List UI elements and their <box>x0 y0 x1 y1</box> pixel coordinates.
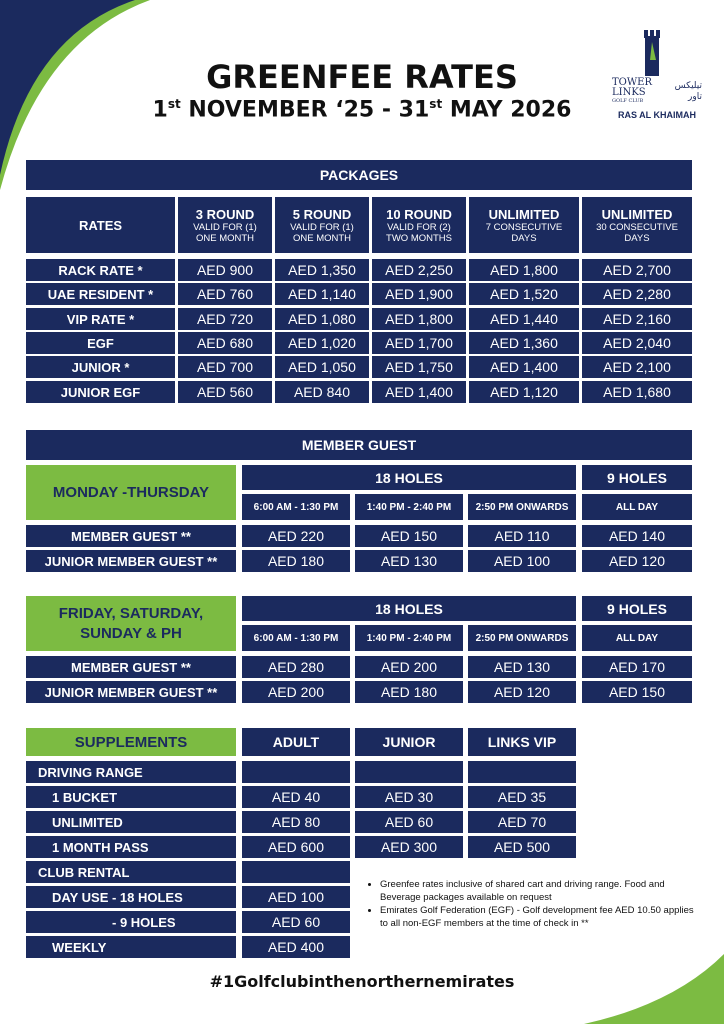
package-rate-value: AED 560 <box>178 381 272 403</box>
supplement-value: AED 35 <box>468 786 576 808</box>
supplement-value: AED 500 <box>468 836 576 858</box>
package-rate-value: AED 1,400 <box>469 356 579 378</box>
packages-header: PACKAGES <box>26 160 692 190</box>
logo-location: RAS AL KHAIMAH <box>618 110 696 120</box>
package-rate-value: AED 700 <box>178 356 272 378</box>
club-rental-value: AED 60 <box>242 911 350 933</box>
time-slot-header: ALL DAY <box>582 625 692 651</box>
time-slot-header: 2:50 PM ONWARDS <box>468 625 576 651</box>
package-sub2: DAYS <box>624 232 650 244</box>
package-rate-value: AED 1,750 <box>372 356 466 378</box>
package-rate-value: AED 2,160 <box>582 308 692 330</box>
package-rate-value: AED 680 <box>178 332 272 354</box>
holes-18-header: 18 HOLES <box>242 465 576 490</box>
package-title: 3 ROUND <box>195 206 255 222</box>
holes-9-header: 9 HOLES <box>582 465 692 490</box>
driving-range-empty-cell <box>468 761 576 783</box>
member-guest-rate-value: AED 110 <box>468 525 576 547</box>
holes-18-header: 18 HOLES <box>242 596 576 621</box>
tower-logo-icon <box>640 30 664 76</box>
package-sub2: TWO MONTHS <box>386 232 452 244</box>
member-guest-header: MEMBER GUEST <box>26 430 692 460</box>
driving-range-label: DRIVING RANGE <box>26 761 236 783</box>
day-label-line2: SUNDAY & PH <box>80 624 182 642</box>
package-row-label: JUNIOR * <box>26 356 175 378</box>
club-rental-value: AED 400 <box>242 936 350 958</box>
package-rate-value: AED 1,800 <box>372 308 466 330</box>
package-rate-value: AED 760 <box>178 283 272 305</box>
logo-text-1: TOWER <box>612 77 652 88</box>
package-rate-value: AED 2,280 <box>582 283 692 305</box>
holes-9-header: 9 HOLES <box>582 596 692 621</box>
member-guest-row-label: MEMBER GUEST ** <box>26 656 236 678</box>
package-rate-value: AED 1,140 <box>275 283 369 305</box>
package-rate-value: AED 840 <box>275 381 369 403</box>
member-guest-row-label: JUNIOR MEMBER GUEST ** <box>26 681 236 703</box>
note-item: • Greenfee rates inclusive of shared cart and driving range. Food and Beverage packages available on request <box>380 878 698 904</box>
footer-hashtag: #1Golfclubinthenorthernemirates <box>209 972 515 991</box>
member-guest-rate-value: AED 200 <box>355 656 463 678</box>
package-rate-value: AED 1,120 <box>469 381 579 403</box>
supplement-value: AED 60 <box>355 811 463 833</box>
supplement-value: AED 30 <box>355 786 463 808</box>
package-rate-value: AED 2,040 <box>582 332 692 354</box>
member-guest-rate-value: AED 120 <box>582 550 692 572</box>
page-title: GREENFEE RATES <box>206 58 518 96</box>
package-rate-value: AED 1,020 <box>275 332 369 354</box>
member-guest-rate-value: AED 200 <box>242 681 350 703</box>
package-rate-value: AED 1,050 <box>275 356 369 378</box>
time-slot-header: 2:50 PM ONWARDS <box>468 494 576 520</box>
supplement-column-header: LINKS VIP <box>468 728 576 756</box>
package-sub1: VALID FOR (1) <box>290 221 354 233</box>
logo <box>612 30 702 125</box>
supplement-value: AED 300 <box>355 836 463 858</box>
package-rate-value: AED 2,700 <box>582 259 692 281</box>
package-rate-value: AED 900 <box>178 259 272 281</box>
package-rate-value: AED 1,800 <box>469 259 579 281</box>
member-guest-rate-value: AED 130 <box>468 656 576 678</box>
package-rate-value: AED 1,080 <box>275 308 369 330</box>
package-column-header <box>469 197 579 253</box>
day-label-line1: MONDAY -THURSDAY <box>52 483 210 501</box>
package-rate-value: AED 1,900 <box>372 283 466 305</box>
club-rental-row-label: WEEKLY <box>26 936 236 958</box>
supplement-row-label: 1 MONTH PASS <box>26 836 236 858</box>
logo-text-2: LINKS <box>612 87 646 98</box>
date-range: 1st NOVEMBER ‘25 - 31st MAY 2026 <box>152 97 572 123</box>
club-rental-label: CLUB RENTAL <box>26 861 236 883</box>
package-sub2: DAYS <box>511 232 537 244</box>
member-guest-rate-value: AED 170 <box>582 656 692 678</box>
package-sub1: VALID FOR (2) <box>387 221 451 233</box>
member-guest-rate-value: AED 220 <box>242 525 350 547</box>
club-rental-value: AED 100 <box>242 886 350 908</box>
member-guest-rate-value: AED 130 <box>355 550 463 572</box>
driving-range-empty-cell <box>242 761 350 783</box>
member-guest-rate-value: AED 150 <box>355 525 463 547</box>
package-title: 10 ROUND <box>386 206 452 222</box>
supplement-column-header: JUNIOR <box>355 728 463 756</box>
supplements-title: SUPPLEMENTS <box>26 728 236 756</box>
club-rental-empty-cell <box>242 861 350 883</box>
supplement-value: AED 80 <box>242 811 350 833</box>
package-row-label: EGF <box>26 332 175 354</box>
package-rate-value: AED 1,700 <box>372 332 466 354</box>
package-column-header <box>275 197 369 253</box>
package-rate-value: AED 720 <box>178 308 272 330</box>
package-row-label: RACK RATE * <box>26 259 175 281</box>
supplement-row-label: UNLIMITED <box>26 811 236 833</box>
package-row-label: JUNIOR EGF <box>26 381 175 403</box>
package-column-header <box>178 197 272 253</box>
rates-label: RATES <box>26 197 175 253</box>
logo-arabic: تيليكس تاور <box>674 80 702 101</box>
package-rate-value: AED 1,400 <box>372 381 466 403</box>
supplement-row-label: 1 BUCKET <box>26 786 236 808</box>
package-rate-value: AED 2,100 <box>582 356 692 378</box>
package-title: UNLIMITED <box>601 206 673 222</box>
package-title: UNLIMITED <box>488 206 560 222</box>
time-slot-header: ALL DAY <box>582 494 692 520</box>
package-rate-value: AED 2,250 <box>372 259 466 281</box>
supplement-value: AED 600 <box>242 836 350 858</box>
time-slot-header: 1:40 PM - 2:40 PM <box>355 494 463 520</box>
package-rate-value: AED 1,520 <box>469 283 579 305</box>
club-rental-row-label: DAY USE - 18 HOLES <box>26 886 236 908</box>
package-sub2: ONE MONTH <box>292 232 352 244</box>
member-guest-rate-value: AED 280 <box>242 656 350 678</box>
note-item: • Emirates Golf Federation (EGF) - Golf development fee AED 10.50 applies to all non-EGF members at the time of check in ** <box>380 904 698 930</box>
package-row-label: UAE RESIDENT * <box>26 283 175 305</box>
package-sub1: 30 CONSECUTIVE <box>596 221 678 233</box>
package-rate-value: AED 1,360 <box>469 332 579 354</box>
time-slot-header: 6:00 AM - 1:30 PM <box>242 494 350 520</box>
package-sub1: VALID FOR (1) <box>193 221 257 233</box>
supplement-column-header: ADULT <box>242 728 350 756</box>
member-guest-rate-value: AED 150 <box>582 681 692 703</box>
member-guest-rate-value: AED 180 <box>355 681 463 703</box>
notes-list <box>368 878 698 930</box>
driving-range-empty-cell <box>355 761 463 783</box>
package-rate-value: AED 1,350 <box>275 259 369 281</box>
member-guest-rate-value: AED 100 <box>468 550 576 572</box>
package-title: 5 ROUND <box>292 206 352 222</box>
member-guest-rate-value: AED 180 <box>242 550 350 572</box>
package-column-header <box>582 197 692 253</box>
member-guest-rate-value: AED 140 <box>582 525 692 547</box>
time-slot-header: 6:00 AM - 1:30 PM <box>242 625 350 651</box>
package-row-label: VIP RATE * <box>26 308 175 330</box>
logo-sub: GOLF CLUB <box>612 98 644 104</box>
time-slot-header: 1:40 PM - 2:40 PM <box>355 625 463 651</box>
member-guest-rate-value: AED 120 <box>468 681 576 703</box>
supplement-value: AED 40 <box>242 786 350 808</box>
package-rate-value: AED 1,680 <box>582 381 692 403</box>
member-guest-row-label: MEMBER GUEST ** <box>26 525 236 547</box>
member-guest-row-label: JUNIOR MEMBER GUEST ** <box>26 550 236 572</box>
package-column-header <box>372 197 466 253</box>
day-label <box>26 465 236 520</box>
club-rental-row-label: - 9 HOLES <box>26 911 236 933</box>
package-sub1: 7 CONSECUTIVE <box>485 221 563 233</box>
package-rate-value: AED 1,440 <box>469 308 579 330</box>
package-sub2: ONE MONTH <box>195 232 255 244</box>
day-label-line1: FRIDAY, SATURDAY, <box>58 604 204 622</box>
day-label <box>26 596 236 651</box>
supplement-value: AED 70 <box>468 811 576 833</box>
